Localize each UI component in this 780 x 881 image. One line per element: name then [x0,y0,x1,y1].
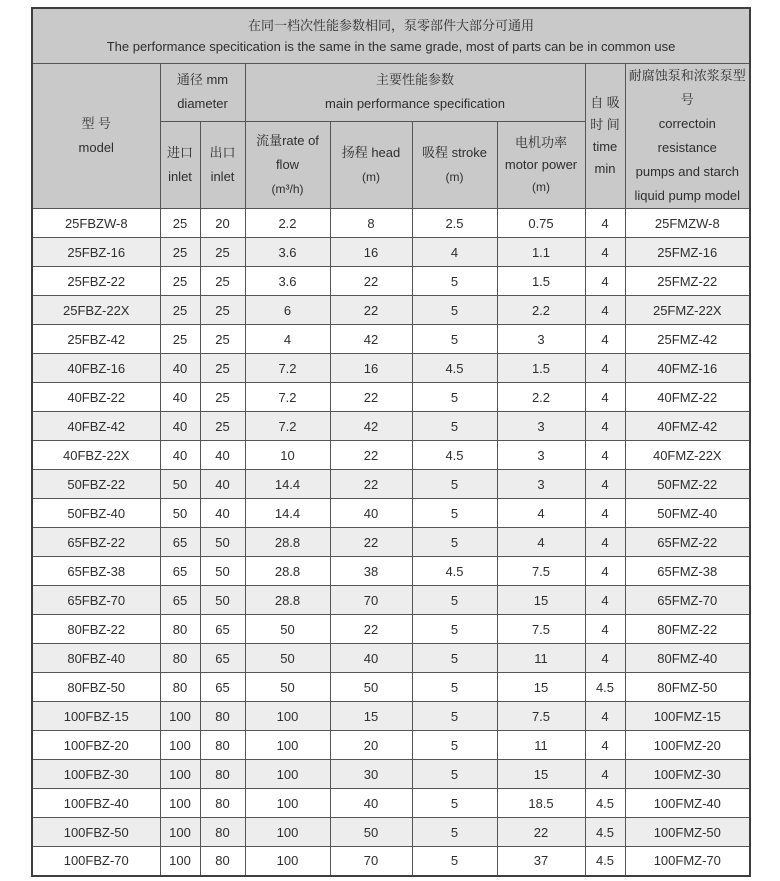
stroke-cell: 5 [412,789,497,818]
table-row [32,238,750,267]
model-cell: 50FBZ-40 [32,499,160,528]
outlet-cell: 80 [200,731,245,760]
flow-cell: 7.2 [245,412,330,441]
power-cell: 11 [497,731,585,760]
time-cell: 4 [585,296,625,325]
stroke-cell: 5 [412,383,497,412]
performance-header-en: main performance specification [325,96,505,112]
outlet-cell: 25 [200,412,245,441]
time-cell: 4 [585,760,625,789]
power-header-unit: (m) [532,179,550,194]
flow-cell: 2.2 [245,209,330,238]
table-row [32,354,750,383]
flow-cell: 3.6 [245,238,330,267]
flow-cell: 7.2 [245,354,330,383]
model-cell: 100FBZ-15 [32,702,160,731]
outlet-cell: 65 [200,615,245,644]
flow-header-unit: (m³/h) [271,181,304,196]
table-row [32,528,750,557]
fmz-model-cell: 50FMZ-22 [625,470,750,499]
col-header-inlet [160,121,200,208]
table-row [32,789,750,818]
inlet-cell: 100 [160,731,200,760]
model-cell: 100FBZ-70 [32,847,160,876]
inlet-cell: 40 [160,412,200,441]
flow-cell: 100 [245,847,330,876]
model-cell: 65FBZ-38 [32,557,160,586]
fmz-model-cell: 25FMZW-8 [625,209,750,238]
outlet-cell: 25 [200,325,245,354]
inlet-cell: 80 [160,644,200,673]
table-row [32,644,750,673]
flow-cell: 6 [245,296,330,325]
time-cell: 4.5 [585,673,625,702]
fmz-header-en3: liquid pump model [634,188,741,203]
inlet-cell: 25 [160,296,200,325]
time-cell: 4 [585,731,625,760]
fmz-model-cell: 40FMZ-22 [625,383,750,412]
table-row [32,673,750,702]
col-header-flow [245,121,330,208]
model-cell: 25FBZ-22 [32,267,160,296]
table-row [32,412,750,441]
power-cell: 1.5 [497,354,585,383]
banner [32,8,750,64]
fmz-model-cell: 25FMZ-42 [625,325,750,354]
outlet-cell: 25 [200,383,245,412]
fmz-header-en2: pumps and starch [635,164,739,179]
head-cell: 40 [330,644,412,673]
model-cell: 80FBZ-40 [32,644,160,673]
diameter-header-zh: 通径 mm [176,72,229,88]
head-cell: 50 [330,673,412,702]
outlet-cell: 50 [200,528,245,557]
head-cell: 22 [330,267,412,296]
power-cell: 18.5 [497,789,585,818]
power-header-en: motor power [504,156,578,172]
model-cell: 65FBZ-70 [32,586,160,615]
fmz-header-en1: correctoin resistance [657,116,717,155]
power-cell: 11 [497,644,585,673]
stroke-cell: 4.5 [412,557,497,586]
stroke-cell: 5 [412,412,497,441]
head-cell: 50 [330,818,412,847]
outlet-cell: 80 [200,702,245,731]
head-cell: 42 [330,325,412,354]
time-cell: 4 [585,528,625,557]
model-cell: 50FBZ-22 [32,470,160,499]
stroke-cell: 5 [412,847,497,876]
outlet-cell: 65 [200,673,245,702]
power-cell: 4 [497,528,585,557]
head-cell: 22 [330,383,412,412]
header-group-row [32,64,750,122]
time-cell: 4 [585,209,625,238]
head-cell: 22 [330,441,412,470]
stroke-cell: 4 [412,238,497,267]
fmz-model-cell: 40FMZ-42 [625,412,750,441]
inlet-cell: 40 [160,354,200,383]
outlet-cell: 65 [200,644,245,673]
head-cell: 22 [330,528,412,557]
model-cell: 100FBZ-40 [32,789,160,818]
inlet-cell: 40 [160,383,200,412]
time-cell: 4 [585,557,625,586]
time-cell: 4 [585,325,625,354]
col-header-outlet [200,121,245,208]
time-cell: 4.5 [585,847,625,876]
fmz-model-cell: 25FMZ-16 [625,238,750,267]
stroke-cell: 5 [412,325,497,354]
inlet-cell: 100 [160,760,200,789]
model-cell: 25FBZ-16 [32,238,160,267]
outlet-cell: 80 [200,760,245,789]
power-cell: 15 [497,760,585,789]
model-cell: 65FBZ-22 [32,528,160,557]
time-cell: 4 [585,267,625,296]
time-cell: 4 [585,354,625,383]
inlet-cell: 80 [160,615,200,644]
flow-cell: 7.2 [245,383,330,412]
power-cell: 1.1 [497,238,585,267]
fmz-model-cell: 40FMZ-22X [625,441,750,470]
fmz-model-cell: 25FMZ-22 [625,267,750,296]
pump-spec-table [31,7,751,877]
flow-header-label: 流量rate of flow [256,132,319,172]
stroke-cell: 5 [412,702,497,731]
power-cell: 15 [497,673,585,702]
power-cell: 4 [497,499,585,528]
table-row [32,499,750,528]
fmz-model-cell: 50FMZ-40 [625,499,750,528]
stroke-cell: 5 [412,470,497,499]
head-cell: 70 [330,586,412,615]
time-cell: 4 [585,702,625,731]
outlet-cell: 25 [200,354,245,383]
head-cell: 22 [330,470,412,499]
table-row [32,325,750,354]
power-cell: 2.2 [497,296,585,325]
inlet-cell: 100 [160,702,200,731]
col-header-head [330,121,412,208]
col-header-fmz-model [625,64,750,209]
stroke-cell: 5 [412,499,497,528]
outlet-cell: 20 [200,209,245,238]
table-row [32,586,750,615]
fmz-model-cell: 40FMZ-16 [625,354,750,383]
flow-cell: 50 [245,673,330,702]
head-cell: 22 [330,296,412,325]
model-cell: 40FBZ-22 [32,383,160,412]
outlet-cell: 25 [200,296,245,325]
outlet-cell: 80 [200,789,245,818]
power-cell: 7.5 [497,557,585,586]
inlet-cell: 25 [160,238,200,267]
power-cell: 22 [497,818,585,847]
head-cell: 16 [330,238,412,267]
model-cell: 40FBZ-16 [32,354,160,383]
head-cell: 70 [330,847,412,876]
stroke-header-label: 吸程 stroke [421,144,487,160]
time-cell: 4 [585,383,625,412]
model-cell: 100FBZ-30 [32,760,160,789]
flow-cell: 100 [245,702,330,731]
inlet-cell: 100 [160,818,200,847]
table-row [32,557,750,586]
model-header-en: model [78,140,114,155]
table-header [32,8,750,209]
inlet-cell: 25 [160,267,200,296]
col-header-model [32,64,160,209]
power-header-zh: 电机功率 [514,134,567,150]
fmz-model-cell: 100FMZ-50 [625,818,750,847]
inlet-cell: 50 [160,499,200,528]
table-row [32,209,750,238]
inlet-cell: 25 [160,325,200,354]
fmz-model-cell: 100FMZ-15 [625,702,750,731]
fmz-model-cell: 65FMZ-22 [625,528,750,557]
table-row [32,441,750,470]
fmz-model-cell: 100FMZ-20 [625,731,750,760]
col-header-performance [245,64,585,122]
head-cell: 30 [330,760,412,789]
inlet-header-zh: 进口 [166,144,193,160]
power-cell: 1.5 [497,267,585,296]
outlet-cell: 40 [200,499,245,528]
outlet-cell: 50 [200,557,245,586]
stroke-cell: 5 [412,760,497,789]
outlet-header-zh: 出口 [209,144,236,160]
stroke-cell: 5 [412,644,497,673]
model-cell: 25FBZ-22X [32,296,160,325]
col-header-time [585,64,625,209]
table-body [32,209,750,876]
flow-cell: 100 [245,818,330,847]
flow-cell: 28.8 [245,586,330,615]
inlet-cell: 50 [160,470,200,499]
head-cell: 22 [330,615,412,644]
stroke-cell: 4.5 [412,354,497,383]
head-cell: 38 [330,557,412,586]
fmz-model-cell: 100FMZ-30 [625,760,750,789]
power-cell: 3 [497,441,585,470]
model-header-zh: 型 号 [81,116,112,131]
stroke-cell: 5 [412,673,497,702]
inlet-cell: 65 [160,557,200,586]
stroke-cell: 2.5 [412,209,497,238]
outlet-cell: 25 [200,267,245,296]
flow-cell: 100 [245,731,330,760]
col-header-power [497,121,585,208]
flow-cell: 4 [245,325,330,354]
flow-cell: 14.4 [245,470,330,499]
time-cell: 4 [585,615,625,644]
time-cell: 4 [585,441,625,470]
table-row [32,847,750,876]
banner-row [32,8,750,64]
stroke-cell: 5 [412,528,497,557]
outlet-cell: 25 [200,238,245,267]
head-cell: 20 [330,731,412,760]
outlet-cell: 50 [200,586,245,615]
table-row [32,267,750,296]
table-row [32,818,750,847]
outlet-cell: 80 [200,818,245,847]
stroke-cell: 5 [412,267,497,296]
table-row [32,296,750,325]
inlet-cell: 40 [160,441,200,470]
fmz-model-cell: 100FMZ-70 [625,847,750,876]
time-cell: 4.5 [585,818,625,847]
time-cell: 4 [585,586,625,615]
power-cell: 7.5 [497,615,585,644]
stroke-cell: 5 [412,818,497,847]
flow-cell: 100 [245,789,330,818]
flow-cell: 10 [245,441,330,470]
inlet-cell: 65 [160,586,200,615]
time-header-zh2: 时 间 [590,117,620,132]
inlet-cell: 80 [160,673,200,702]
model-cell: 40FBZ-22X [32,441,160,470]
power-cell: 7.5 [497,702,585,731]
diameter-header-en: diameter [177,96,228,112]
fmz-model-cell: 80FMZ-22 [625,615,750,644]
stroke-cell: 5 [412,296,497,325]
table-row [32,470,750,499]
col-header-diameter [160,64,245,122]
outlet-cell: 40 [200,441,245,470]
power-cell: 0.75 [497,209,585,238]
stroke-cell: 5 [412,586,497,615]
outlet-cell: 40 [200,470,245,499]
power-cell: 37 [497,847,585,876]
head-cell: 8 [330,209,412,238]
banner-line-zh: 在同一档次性能参数相同，泵零部件大部分可通用 [248,18,535,33]
performance-header-zh: 主要性能参数 [375,72,454,88]
time-header-en1: time [592,139,618,154]
head-cell: 16 [330,354,412,383]
power-cell: 2.2 [497,383,585,412]
flow-cell: 50 [245,644,330,673]
fmz-model-cell: 80FMZ-40 [625,644,750,673]
time-cell: 4.5 [585,789,625,818]
head-cell: 40 [330,789,412,818]
inlet-cell: 25 [160,209,200,238]
table-row [32,702,750,731]
power-cell: 3 [497,470,585,499]
time-header-zh1: 自 吸 [590,95,620,110]
stroke-header-unit: (m) [445,169,464,184]
flow-cell: 28.8 [245,528,330,557]
head-cell: 15 [330,702,412,731]
time-cell: 4 [585,238,625,267]
model-cell: 80FBZ-22 [32,615,160,644]
table-row [32,615,750,644]
head-header-unit: (m) [362,169,380,184]
fmz-model-cell: 100FMZ-40 [625,789,750,818]
power-cell: 15 [497,586,585,615]
banner-line-en: The performance specitication is the same in the same grade, most of parts can be in common use [106,39,676,54]
model-cell: 100FBZ-50 [32,818,160,847]
time-cell: 4 [585,644,625,673]
flow-cell: 100 [245,760,330,789]
head-header-label: 扬程 head [341,144,401,160]
fmz-model-cell: 25FMZ-22X [625,296,750,325]
flow-cell: 50 [245,615,330,644]
head-cell: 42 [330,412,412,441]
col-header-stroke [412,121,497,208]
model-cell: 25FBZW-8 [32,209,160,238]
outlet-cell: 80 [200,847,245,876]
power-cell: 3 [497,412,585,441]
flow-cell: 14.4 [245,499,330,528]
fmz-model-cell: 65FMZ-38 [625,557,750,586]
inlet-cell: 100 [160,789,200,818]
time-header-en2: min [594,161,616,176]
outlet-header-en: inlet [210,168,235,184]
model-cell: 100FBZ-20 [32,731,160,760]
stroke-cell: 5 [412,731,497,760]
inlet-cell: 65 [160,528,200,557]
power-cell: 3 [497,325,585,354]
fmz-model-cell: 65FMZ-70 [625,586,750,615]
inlet-cell: 100 [160,847,200,876]
time-cell: 4 [585,470,625,499]
stroke-cell: 4.5 [412,441,497,470]
time-cell: 4 [585,499,625,528]
fmz-model-cell: 80FMZ-50 [625,673,750,702]
model-cell: 80FBZ-50 [32,673,160,702]
time-cell: 4 [585,412,625,441]
head-cell: 40 [330,499,412,528]
flow-cell: 3.6 [245,267,330,296]
table-row [32,731,750,760]
model-cell: 25FBZ-42 [32,325,160,354]
stroke-cell: 5 [412,615,497,644]
flow-cell: 28.8 [245,557,330,586]
fmz-header-zh: 耐腐蚀泵和浓浆泵型号 [628,68,746,107]
inlet-header-en: inlet [168,168,192,184]
table-row [32,383,750,412]
table-row [32,760,750,789]
model-cell: 40FBZ-42 [32,412,160,441]
